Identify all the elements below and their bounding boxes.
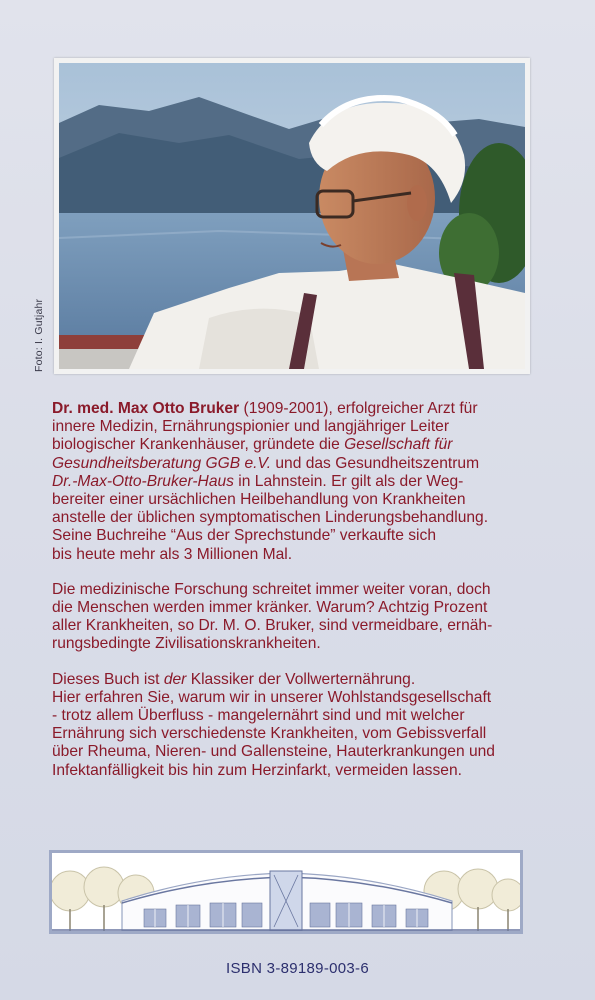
book-paragraph xyxy=(52,671,562,780)
book-line-4: Ernährung sich verschiedenste Krankheiten, vom Gebissverfall xyxy=(52,725,487,743)
bio-line-4: Gesundheitsberatung GGB e.V. und das Gesundheitszentrum xyxy=(52,454,480,472)
bio-line-3: biologischer Krankenhäuser, gründete die Gesellschaft für xyxy=(52,436,453,454)
bio-line-7: anstelle der üblichen symptomatischen Linderungsbehandlung. xyxy=(52,509,489,527)
photo-credit: Foto: I. Gutjahr xyxy=(33,298,45,372)
description-text xyxy=(52,400,562,797)
isbn: ISBN 3-89189-003-6 xyxy=(226,960,369,977)
portrait-photo-image xyxy=(59,63,525,369)
research-line-3: aller Krankheiten, so Dr. M. O. Bruker, sind vermeidbare, ernäh- xyxy=(52,617,493,635)
bio-paragraph xyxy=(52,400,562,564)
research-line-1: Die medizinische Forschung schreitet immer weiter voran, doch xyxy=(52,580,491,598)
author-name: Dr. med. Max Otto Bruker xyxy=(52,400,240,417)
research-paragraph xyxy=(52,581,562,654)
bio-line-6: bereiter einer ursächlichen Heilbehandlung von Krankheiten xyxy=(52,491,466,509)
book-line-1: Dieses Buch ist der Klassiker der Vollwerternährung. xyxy=(52,670,416,688)
portrait-photo-frame xyxy=(54,58,530,374)
bio-line-1: Dr. med. Max Otto Bruker (1909-2001), erfolgreicher Arzt für xyxy=(52,400,478,417)
book-line-3: - trotz allem Überfluss - mangelernährt sind und mit welcher xyxy=(52,707,465,725)
bio-line-2: innere Medizin, Ernährungspionier und langjähriger Leiter xyxy=(52,418,450,436)
bio-line-9: bis heute mehr als 3 Millionen Mal. xyxy=(52,545,293,563)
portrait-photo xyxy=(59,63,525,369)
building-drawing xyxy=(52,853,520,931)
bio-line-5: Dr.-Max-Otto-Bruker-Haus in Lahnstein. Er gilt als der Weg- xyxy=(52,472,464,490)
bio-line-8: Seine Buchreihe “Aus der Sprechstunde” verkaufte sich xyxy=(52,527,436,545)
book-line-2: Hier erfahren Sie, warum wir in unserer Wohlstandsgesellschaft xyxy=(52,688,492,706)
building-illustration xyxy=(49,850,523,934)
book-line-5: über Rheuma, Nieren- und Gallensteine, Hauterkrankungen und xyxy=(52,743,495,761)
book-line-6: Infektanfälligkeit bis hin zum Herzinfarkt, vermeiden lassen. xyxy=(52,761,462,779)
research-line-4: rungsbedingte Zivilisationskrankheiten. xyxy=(52,635,321,653)
research-line-2: die Menschen werden immer kränker. Warum? Achtzig Prozent xyxy=(52,599,488,617)
